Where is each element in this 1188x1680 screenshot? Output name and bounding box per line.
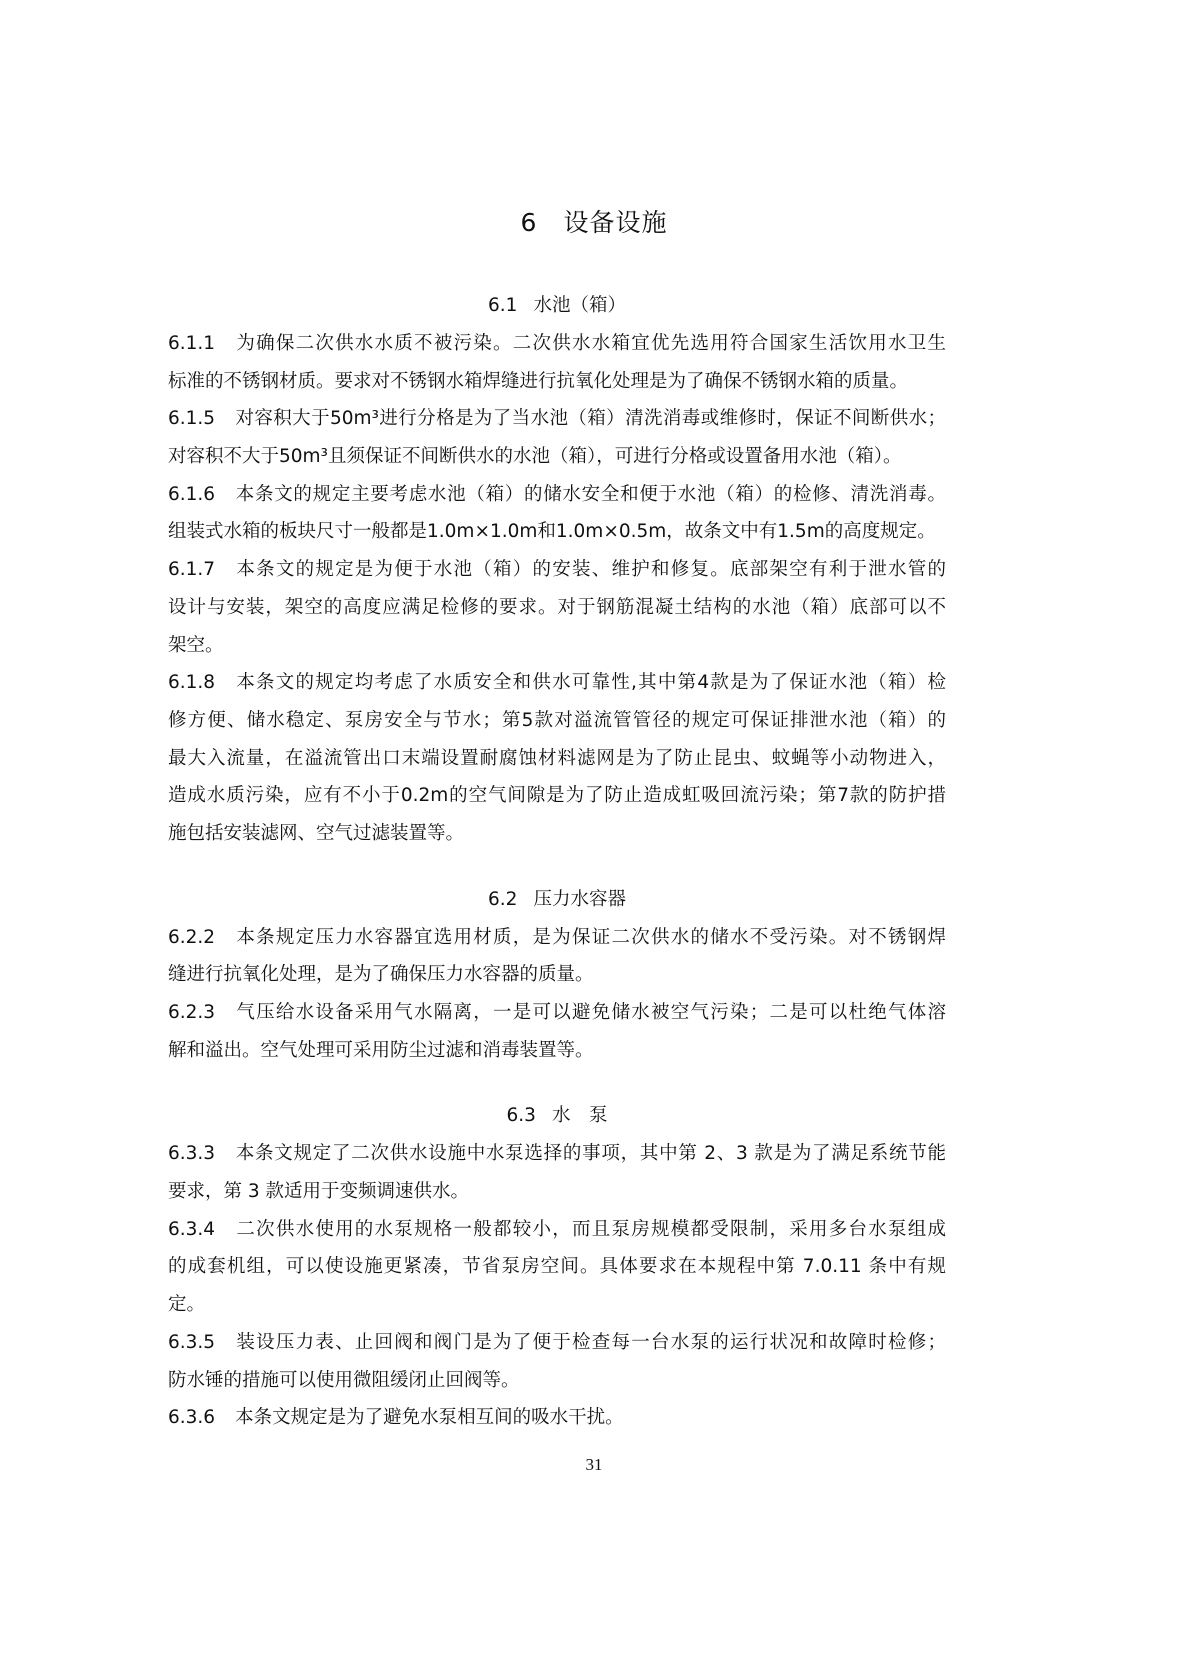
text-line [168,1211,946,1249]
clause-paragraph [168,400,946,475]
line-text: 解和溢出。空气处理可采用防尘过滤和消毒装置等。 [168,1039,594,1061]
text-line [168,589,946,627]
section-heading [168,881,946,919]
line-text: 造成水质污染，应有不小于0.2m的空气间隙是为了防止造成虹吸回流污染；第7款的防护措 [168,785,946,807]
section-number: 6.2 [488,888,518,910]
section-title: 水 泵 [551,1105,608,1127]
line-text: 本条文的规定均考虑了水质安全和供水可靠性,其中第4款是为了保证水池（箱）检 [235,672,946,694]
text-line [168,1248,946,1286]
text-line [168,400,946,438]
clause-paragraph [168,919,946,994]
line-text: 架空。 [168,634,224,656]
clause-number: 6.3.5 [168,1331,216,1353]
line-text: 本条文规定是为了避免水泵相互间的吸水干扰。 [235,1407,624,1429]
line-text: 的成套机组，可以使设施更紧凑，节省泵房空间。具体要求在本规程中第 7.0.11 条中有规 [168,1256,946,1278]
clause-paragraph [168,994,946,1069]
clause-paragraph [168,325,946,400]
line-text: 气压给水设备采用气水隔离，一是可以避免储水被空气污染；二是可以杜绝气体溶 [235,1002,946,1023]
document-body [168,287,946,1437]
line-text: 设计与安装，架空的高度应满足检修的要求。对于钢筋混凝土结构的水池（箱）底部可以不 [168,596,946,618]
text-line [168,777,946,815]
line-text: 最大入流量，在溢流管出口末端设置耐腐蚀材料滤网是为了防止昆虫、蚊蝇等小动物进入， [168,747,946,769]
section-gap [168,853,946,881]
text-line [168,1362,946,1400]
text-line [168,476,946,514]
text-line [168,1032,946,1070]
text-line [168,438,946,476]
chapter-title-text: 设备设施 [563,208,668,237]
line-text: 对容积大于50m³进行分格是为了当水池（箱）清洗消毒或维修时，保证不间断供水； [235,408,946,430]
line-text: 为确保二次供水水质不被污染。二次供水水箱宜优先选用符合国家生活饮用水卫生 [235,333,946,354]
line-text: 本条文规定了二次供水设施中水泵选择的事项，其中第 2、3 款是为了满足系统节能 [235,1143,946,1165]
line-text: 本条文的规定是为便于水池（箱）的安装、维护和修复。底部架空有利于泄水管的 [235,559,946,581]
text-line [168,1324,946,1362]
text-line [168,956,946,994]
chapter-title [0,203,1188,239]
clause-number: 6.2.3 [168,1002,216,1023]
text-line [168,919,946,957]
line-text: 装设压力表、止回阀和阀门是为了便于检查每一台水泵的运行状况和故障时检修； [235,1331,946,1353]
clause-paragraph [168,1211,946,1324]
line-text: 防水锤的措施可以使用微阻缓闭止回阀等。 [168,1369,520,1391]
text-line [168,1399,946,1437]
clause-number: 6.1.8 [168,672,216,694]
text-line [168,325,946,363]
line-text: 二次供水使用的水泵规格一般都较小，而且泵房规模都受限制，采用多台水泵组成 [235,1218,946,1240]
clause-paragraph [168,476,946,551]
section-number: 6.1 [488,295,518,316]
text-line [168,363,946,401]
line-text: 定。 [168,1294,206,1316]
clause-number: 6.3.6 [168,1407,216,1429]
section-heading [168,1097,946,1135]
page-number: 31 [585,1455,603,1474]
line-text: 要求，第 3 款适用于变频调速供水。 [168,1181,470,1203]
text-line [168,513,946,551]
clause-number: 6.2.2 [168,926,216,948]
text-line [168,627,946,665]
clause-paragraph [168,664,946,852]
text-line [168,702,946,740]
line-text: 修方便、储水稳定、泵房安全与节水；第5款对溢流管管径的规定可保证排泄水池（箱）的 [168,709,946,731]
section-heading [168,287,946,325]
text-line [168,1135,946,1173]
section-title: 压力水容器 [533,888,626,910]
clause-paragraph [168,1135,946,1210]
clause-number: 6.3.3 [168,1143,216,1165]
clause-number: 6.1.1 [168,333,216,354]
clause-number: 6.1.7 [168,559,216,581]
section-title: 水池（箱） [533,295,626,316]
chapter-number: 6 [520,208,538,237]
text-line [168,1286,946,1324]
section-number: 6.3 [506,1105,536,1127]
line-text: 施包括安装滤网、空气过滤装置等。 [168,822,465,844]
clause-number: 6.1.5 [168,408,216,430]
line-text: 标准的不锈钢材质。要求对不锈钢水箱焊缝进行抗氧化处理是为了确保不锈钢水箱的质量。 [168,370,909,392]
text-line [168,1173,946,1211]
clause-paragraph [168,1399,946,1437]
clause-paragraph [168,1324,946,1399]
clause-number: 6.1.6 [168,483,216,505]
clause-paragraph [168,551,946,664]
text-line [168,740,946,778]
section-gap [168,1069,946,1097]
text-line [168,664,946,702]
line-text: 对容积不大于50m³且须保证不间断供水的水池（箱），可进行分格或设置备用水池（箱）。 [168,446,902,468]
line-text: 缝进行抗氧化处理，是为了确保压力水容器的质量。 [168,964,594,986]
line-text: 本条文的规定主要考虑水池（箱）的储水安全和便于水池（箱）的检修、清洗消毒。 [235,483,946,505]
clause-number: 6.3.4 [168,1218,216,1240]
text-line [168,994,946,1032]
text-line [168,551,946,589]
text-line [168,815,946,853]
line-text: 本条规定压力水容器宜选用材质，是为保证二次供水的储水不受污染。对不锈钢焊 [235,926,946,948]
line-text: 组装式水箱的板块尺寸一般都是1.0m×1.0m和1.0m×0.5m，故条文中有1.5m的高度规定。 [168,521,936,543]
